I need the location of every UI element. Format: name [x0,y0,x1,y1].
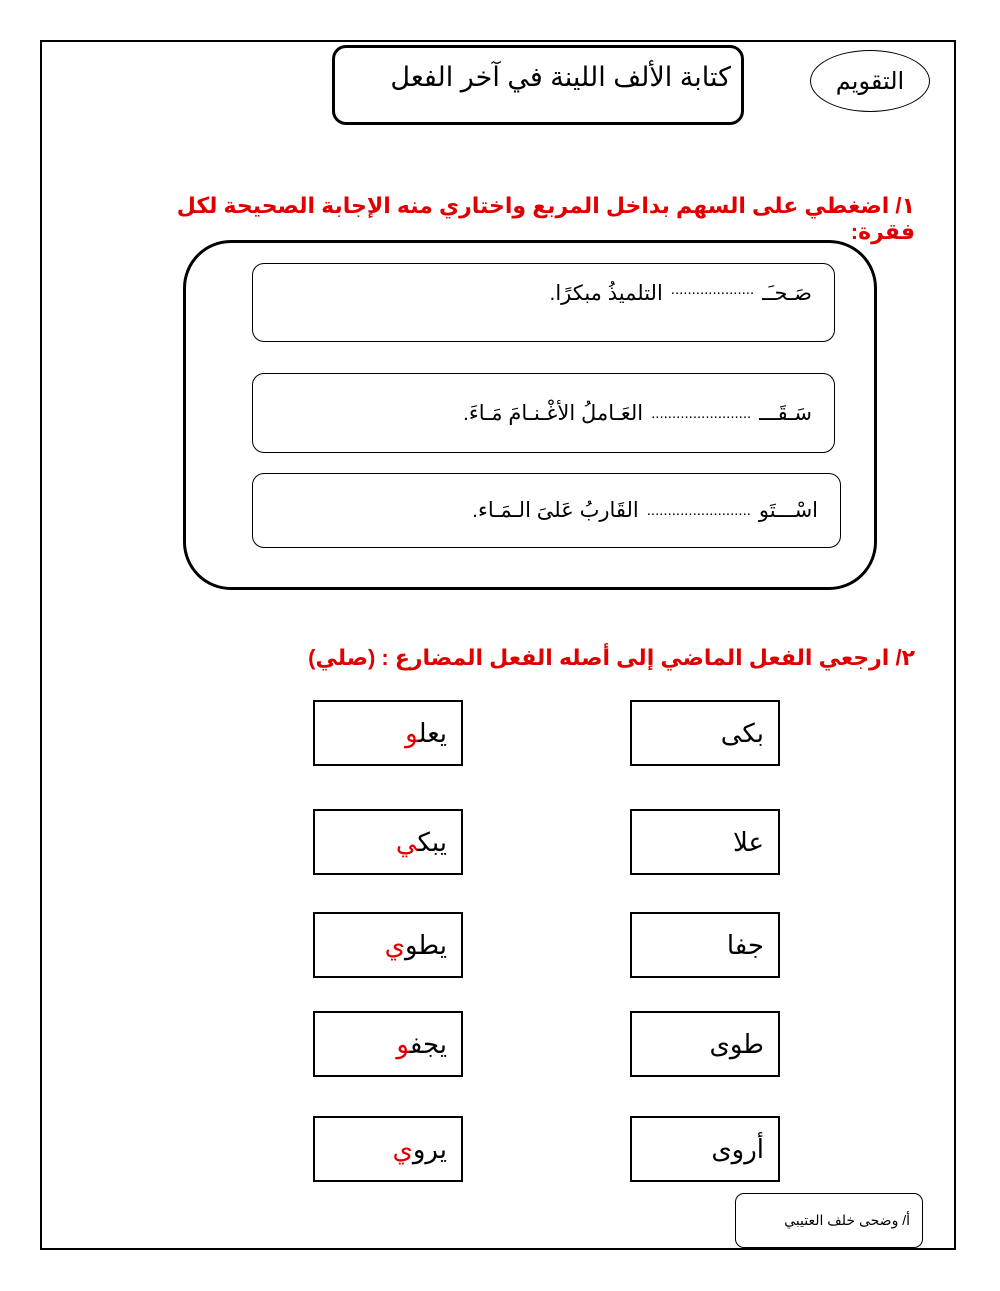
teacher-signature-box [735,1193,923,1248]
present-verb: يروي [392,1133,447,1164]
present-verb-ending: ي [384,929,405,960]
past-verb: بكى [720,717,764,748]
sentence-1-rest: التلميذُ مبكرًا. [549,282,663,305]
evaluation-badge [810,50,930,112]
past-verb: أروى [711,1133,764,1164]
past-verb-box[interactable] [630,1011,780,1077]
question-2-instruction: ٢/ ارجعي الفعل الماضي إلى أصله الفعل المضارع : (صلي) [308,645,915,670]
present-verb: يطوي [384,929,447,960]
past-verb: طوى [709,1028,764,1059]
sentence-2-word: سَـقَـــ [759,401,812,425]
sentence-1-word: صَـحـَـ [762,282,812,305]
present-verb-ending: ي [395,826,418,857]
evaluation-badge-label: التقويم [835,67,905,95]
page-title: كتابة الألف اللينة في آخر الفعل [390,62,731,92]
sentence-1 [252,263,835,342]
present-verb-box[interactable] [313,809,463,875]
present-verb-box[interactable] [313,1011,463,1077]
page-title-box [332,45,744,125]
present-verb-ending: و [396,1028,410,1059]
past-verb-box[interactable] [630,1116,780,1182]
sentence-1-blank[interactable]: .................... [670,281,755,298]
sentence-2-rest: العَـاملُ الأغْـنـامَ مَـاءَ. [463,401,644,425]
question-1-instruction: ١/ اضغطي على السهم بداخل المربع واختاري منه الإجابة الصحيحة لكل فقرة: [176,193,915,244]
past-verb: علا [732,826,764,857]
present-verb: يبكي [395,826,447,857]
present-verb-ending: و [405,717,419,748]
present-verb: يجفو [396,1028,447,1059]
past-verb: جفا [726,929,764,960]
past-verb-box[interactable] [630,912,780,978]
sentence-3 [252,473,841,548]
present-verb-box[interactable] [313,700,463,766]
sentence-3-word: اسْـــتَو [758,499,818,522]
teacher-name: أ/ وضحى خلف العتيبي [784,1212,910,1228]
past-verb-box[interactable] [630,809,780,875]
sentence-2-blank[interactable]: ........................ [651,404,752,422]
sentence-2 [252,373,835,453]
sentence-3-rest: القَاربُ عَلىَ الـمَـاء. [472,499,639,522]
present-verb-box[interactable] [313,912,463,978]
present-verb-ending: ي [392,1133,413,1164]
present-verb: يعلو [405,717,447,748]
sentence-3-blank[interactable]: ......................... [646,502,751,519]
past-verb-box[interactable] [630,700,780,766]
present-verb-box[interactable] [313,1116,463,1182]
